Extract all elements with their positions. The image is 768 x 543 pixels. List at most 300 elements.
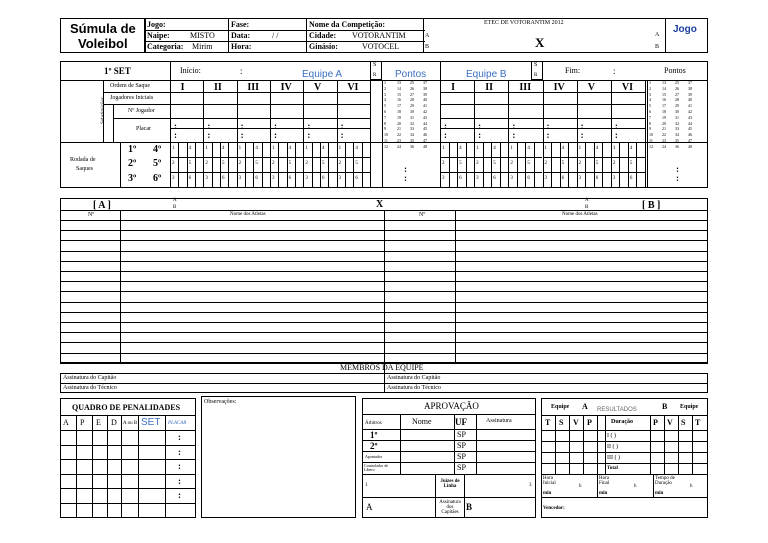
score-b-pt-19[interactable]: 19 (662, 114, 666, 120)
score-b-colon2[interactable]: : (676, 173, 679, 183)
score-b-pt-5[interactable]: 5 (649, 103, 651, 109)
rodada-num-a-2-1-0: 2 (205, 161, 208, 166)
inicio-label: Início: (180, 66, 201, 75)
rodada-num-b-6-1-2: 5 (629, 161, 633, 166)
score-b-pt-44[interactable]: 44 (688, 120, 692, 126)
assin-capitaes: Assinatura dos Capitães (439, 500, 461, 515)
score-b-pt-38[interactable]: 38 (688, 85, 692, 91)
score-b-pt-33[interactable]: 33 (675, 126, 679, 132)
score-a-pt-13[interactable]: 13 (397, 80, 401, 85)
placar-colon2-a-2[interactable]: : (207, 130, 211, 140)
score-a-colon[interactable]: : (404, 164, 407, 174)
score-b-pt-39[interactable]: 39 (688, 91, 692, 97)
rodada-num-a-1-2-0: 3 (172, 176, 175, 181)
rodada-num-b-3-1-2: 5 (527, 161, 530, 166)
rodada-num-a-3-0-2: 4 (255, 146, 258, 151)
score-a-pt-12[interactable]: 12 (384, 143, 388, 149)
penalties-title: QUADRO DE PENALIDADES (72, 403, 181, 412)
score-a-pt-39[interactable]: 39 (423, 91, 427, 97)
score-a-pt-30[interactable]: 30 (410, 109, 414, 114)
placar-colon2-b-1[interactable]: : (444, 130, 447, 140)
rodada-num-b-2-0-0: 1 (476, 146, 479, 151)
rodada-num-a-1-0-0: 1 (172, 146, 175, 151)
placar-colon2-b-4[interactable]: : (546, 130, 550, 140)
score-a-pt-41[interactable]: 41 (423, 103, 427, 109)
placar-colon-a-1[interactable]: : (174, 121, 177, 131)
score-a-pt-3[interactable]: 3 (384, 91, 386, 97)
team-row[interactable] (60, 353, 708, 354)
score-a-pt-5[interactable]: 5 (384, 103, 386, 109)
set-i[interactable]: I ( ) (607, 433, 616, 439)
placar-colon-a-3[interactable]: : (240, 121, 244, 131)
placar-colon-b-2[interactable]: : (478, 121, 482, 131)
pen-placar-colon-1[interactable]: : (178, 432, 181, 442)
rodada-num-b-2-2-2: 6 (493, 176, 496, 181)
rodada-num-b-4-0-0: 1 (544, 146, 547, 151)
res-col-r-3: T (695, 418, 701, 427)
score-a-pt-18[interactable]: 18 (397, 109, 401, 114)
placar-colon2-a-1[interactable]: : (174, 130, 177, 140)
s-right: S (534, 62, 538, 68)
score-b-pt-31[interactable]: 31 (675, 114, 679, 120)
rot-b-6: VI (621, 82, 634, 93)
h-3: h (690, 484, 693, 489)
score-b-pt-21[interactable]: 21 (662, 126, 666, 132)
set-ii[interactable]: II ( ) (607, 444, 618, 450)
score-b-pt-14[interactable]: 14 (662, 85, 666, 91)
score-b-pt-26[interactable]: 26 (675, 85, 679, 91)
pen-placar-colon-2[interactable]: : (178, 446, 181, 457)
team-row[interactable] (60, 322, 708, 323)
score-a-pt-27[interactable]: 27 (410, 91, 414, 97)
score-a-pt-31[interactable]: 31 (410, 114, 414, 120)
score-b-pt-10[interactable]: 10 (649, 132, 653, 138)
rodada-4: 4º (153, 144, 162, 155)
placar-colon2-a-4[interactable]: : (274, 130, 277, 140)
rodada-num-b-4-1-2: 5 (561, 161, 565, 166)
rodada-num-b-4-2-0: 3 (544, 176, 547, 181)
rodada-num-b-3-0-2: 4 (527, 146, 530, 151)
placar-colon-b-5[interactable]: : (580, 121, 584, 131)
min-3: min (655, 491, 664, 496)
arbitro-1: 1º (370, 430, 378, 440)
score-a-pt-46[interactable]: 46 (423, 132, 427, 138)
placar-colon2-b-5[interactable]: : (580, 130, 584, 140)
placar-colon-b-3[interactable]: : (512, 121, 516, 131)
rot-b-3: III (519, 82, 532, 93)
score-a-pt-48[interactable]: 48 (423, 143, 427, 149)
score-a-pt-25[interactable]: 25 (410, 80, 414, 85)
rodada-num-a-3-2-2: 6 (255, 176, 258, 181)
rodada-num-a-4-1-0: 2 (272, 161, 275, 166)
score-b-pt-41[interactable]: 41 (688, 103, 692, 109)
rodada-num-b-2-0-2: 4 (493, 146, 496, 151)
rodada-num-b-3-1-0: 2 (510, 161, 513, 166)
rodada-num-b-1-1-0: 2 (442, 161, 445, 166)
score-b-pt-47[interactable]: 47 (688, 138, 692, 143)
rodada-num-a-5-1-2: 5 (322, 161, 325, 166)
rodada-num-a-5-2-0: 3 (305, 176, 308, 181)
score-b-pt-27[interactable]: 27 (675, 91, 679, 97)
rodada-num-a-3-1-0: 2 (238, 161, 242, 166)
team-row[interactable] (60, 332, 708, 333)
pen-placar-colon-4[interactable]: : (178, 475, 181, 486)
pen-col-aorb: A ou B (123, 421, 138, 426)
score-b-pt-3[interactable]: 3 (649, 91, 651, 97)
equipe-a-label: Equipe A (302, 69, 343, 80)
rodada-6: 6º (153, 173, 162, 184)
competicao-value[interactable]: ETEC DE VOTORANTIM 2012 (484, 20, 564, 26)
score-b-pt-6[interactable]: 6 (649, 109, 651, 114)
rodada-num-b-5-1-2: 5 (595, 161, 599, 166)
score-a-pt-6[interactable]: 6 (384, 109, 386, 114)
tecnico-a[interactable]: Assinatura do Técnico (63, 385, 117, 391)
h-1: h (579, 484, 582, 489)
score-a-pt-45[interactable]: 45 (423, 126, 427, 132)
score-b-pt-46[interactable]: 46 (688, 132, 692, 138)
score-a-pt-2[interactable]: 2 (384, 85, 386, 91)
pen-col-p: P (80, 418, 85, 427)
team-row[interactable] (60, 220, 708, 221)
placar-colon-a-4[interactable]: : (274, 121, 277, 131)
score-a-pt-4[interactable]: 4 (384, 97, 386, 103)
sp-3[interactable]: SP (457, 452, 466, 461)
rodada-num-a-6-0-2: 4 (355, 146, 358, 151)
rodada-3: 3º (128, 173, 137, 184)
score-a-pt-1[interactable]: 1 (384, 80, 386, 85)
res-col-r-1: V (667, 418, 673, 427)
s-left: S (373, 62, 377, 68)
score-a-pt-15[interactable]: 15 (397, 91, 401, 97)
num-label-a: Nº (88, 212, 95, 218)
pen-col-e: E (96, 418, 101, 427)
score-b-pt-35[interactable]: 35 (675, 138, 679, 143)
cap-a: A (366, 502, 373, 512)
arbitros-label: Árbitros (365, 421, 382, 426)
tecnico-b[interactable]: Assinatura do Técnico (387, 385, 441, 391)
score-a-pt-10[interactable]: 10 (384, 132, 388, 138)
team-x: X (376, 199, 384, 210)
score-b-pt-20[interactable]: 20 (662, 120, 666, 126)
pen-col-set: SET (141, 417, 161, 428)
resultados-label: RESULTADOS (597, 407, 637, 413)
rodada-num-b-5-0-2: 4 (595, 146, 599, 151)
team-row[interactable] (60, 302, 708, 303)
placar-colon2-a-5[interactable]: : (307, 130, 311, 140)
inicio-colon[interactable]: : (240, 66, 243, 76)
score-a-pt-47[interactable]: 47 (423, 138, 427, 143)
categoria-value[interactable]: Mirim (192, 42, 213, 51)
placar-colon2-b-6[interactable]: : (614, 130, 618, 140)
juiz-1: 1 (365, 483, 368, 488)
team-row[interactable] (60, 281, 708, 282)
rodada-num-a-2-2-0: 3 (205, 176, 208, 181)
score-b-pt-2[interactable]: 2 (649, 85, 651, 91)
pontos-label: Pontos (395, 69, 427, 80)
rodada-num-a-6-1-2: 5 (355, 161, 358, 166)
cidade-value[interactable]: VOTORANTIM (352, 31, 406, 40)
placar-colon2-b-3[interactable]: : (512, 130, 516, 140)
rot-a-1: I (180, 82, 185, 93)
rodada-num-a-2-1-2: 5 (222, 161, 225, 166)
score-b-pt-12[interactable]: 12 (649, 143, 653, 149)
score-b-pt-17[interactable]: 17 (662, 103, 666, 109)
results-box (541, 398, 708, 518)
ab-top-right: A (585, 198, 589, 203)
rodada-num-a-2-0-0: 1 (205, 146, 208, 151)
res-col-r-2: S (681, 418, 686, 427)
score-a-pt-9[interactable]: 9 (384, 126, 386, 132)
score-b-pt-9[interactable]: 9 (649, 126, 651, 132)
score-b-pt-15[interactable]: 15 (662, 91, 666, 97)
placar-colon-b-4[interactable]: : (546, 121, 550, 131)
pen-placar-colon-5[interactable]: : (178, 490, 181, 501)
rodada-num-b-5-0-0: 1 (578, 146, 582, 151)
team-row[interactable] (60, 271, 708, 272)
rodada-num-b-6-1-0: 2 (612, 161, 616, 166)
score-b-pt-1[interactable]: 1 (649, 80, 651, 85)
score-b-pt-8[interactable]: 8 (649, 120, 651, 126)
team-row[interactable] (60, 261, 708, 262)
score-a-pt-36[interactable]: 36 (410, 143, 414, 149)
sp-2[interactable]: SP (457, 441, 466, 450)
score-b-pt-7[interactable]: 7 (649, 114, 651, 120)
vencedor-label: Vencedor: (543, 506, 565, 511)
score-b-pt-36[interactable]: 36 (675, 143, 679, 149)
jogo-label: Jogo: (147, 20, 166, 29)
rodada-1: 1º (128, 144, 137, 155)
aprovacao-title: APROVAÇÃO (424, 401, 479, 411)
sp-1[interactable]: SP (457, 430, 466, 439)
score-b-pt-16[interactable]: 16 (662, 97, 666, 103)
ab-top-left: A (173, 198, 177, 203)
rodada-num-b-2-1-0: 2 (476, 161, 479, 166)
score-a-pt-35[interactable]: 35 (410, 138, 414, 143)
membros-label: MEMBROS DA EQUIPE (340, 363, 424, 372)
score-a-pt-40[interactable]: 40 (423, 97, 427, 103)
h-2: h (634, 484, 637, 489)
jogadores-iniciais-label: Jogadores Iniciais (110, 95, 154, 101)
rodada-num-a-1-2-2: 6 (188, 176, 192, 181)
score-b-pt-42[interactable]: 42 (688, 109, 692, 114)
rodada-num-a-5-2-2: 6 (322, 176, 325, 181)
score-b-pt-30[interactable]: 30 (675, 109, 679, 114)
team-row[interactable] (60, 251, 708, 252)
placar-colon2-b-2[interactable]: : (478, 130, 482, 140)
min-2: min (599, 491, 608, 496)
score-a-pt-24[interactable]: 24 (397, 143, 401, 149)
duracao-label: Duração (611, 419, 633, 425)
score-a-pt-16[interactable]: 16 (397, 97, 401, 103)
cidade-label: Cidade: (309, 31, 337, 40)
fim-colon[interactable]: : (613, 66, 616, 76)
score-a-pt-8[interactable]: 8 (384, 120, 386, 126)
score-b-pt-24[interactable]: 24 (662, 143, 666, 149)
r-left: R (373, 73, 377, 78)
data-value[interactable]: / / (272, 31, 279, 40)
juizes-label: Juízes de Linha (440, 479, 460, 489)
uf-col: UF (455, 417, 467, 427)
assinatura-col: Assinatura (486, 418, 512, 424)
rodada-num-b-4-0-2: 4 (561, 146, 565, 151)
score-a-pt-7[interactable]: 7 (384, 114, 386, 120)
nome-label-a: Nome dos Atletas (230, 212, 266, 217)
r-right: R (534, 73, 538, 78)
rodada-num-a-1-1-0: 2 (172, 161, 175, 166)
score-b-colon[interactable]: : (676, 164, 679, 174)
team-row[interactable] (60, 342, 708, 343)
pen-col-placar: PLACAR (168, 421, 187, 426)
hora-inicial: Hora Inicial (543, 476, 556, 486)
rodada-num-a-1-1-2: 5 (188, 161, 192, 166)
res-col-l-3: P (587, 418, 592, 427)
rodada-num-a-6-0-0: 1 (338, 146, 342, 151)
data-label: Data: (231, 31, 251, 40)
score-b-pt-25[interactable]: 25 (675, 80, 679, 85)
team-row[interactable] (60, 291, 708, 292)
hora-final: Hora Final (599, 476, 610, 486)
controlador-label: Controlador de Líbero (364, 463, 389, 472)
rodada-num-b-5-2-2: 6 (595, 176, 599, 181)
nome-col: Nome (412, 417, 432, 426)
placar-colon-b-1[interactable]: : (444, 121, 447, 131)
score-a-pt-44[interactable]: 44 (423, 120, 427, 126)
team-b-label: [ B ] (642, 200, 661, 211)
score-a-pt-20[interactable]: 20 (397, 120, 401, 126)
pen-placar-colon-3[interactable]: : (178, 461, 181, 472)
score-b-pt-22[interactable]: 22 (662, 132, 666, 138)
rot-a-2: II (214, 82, 222, 93)
team-a-label: [ A ] (93, 200, 111, 211)
score-b-pt-4[interactable]: 4 (649, 97, 651, 103)
score-a-pt-23[interactable]: 23 (397, 138, 401, 143)
score-a-pt-11[interactable]: 11 (384, 138, 388, 143)
team-row[interactable] (60, 230, 708, 231)
pen-col-a: A (63, 418, 69, 427)
team-row[interactable] (60, 312, 708, 313)
score-a-pt-26[interactable]: 26 (410, 85, 414, 91)
rot-b-5: V (587, 82, 595, 93)
rot-a-5: V (314, 82, 322, 93)
rodada-num-b-1-0-2: 4 (459, 146, 462, 151)
score-a-pt-38[interactable]: 38 (423, 85, 427, 91)
ginasio-value[interactable]: VOTOCEL (362, 42, 400, 51)
res-col-l-1: S (559, 418, 564, 427)
rodada-num-a-3-2-0: 3 (238, 176, 242, 181)
ginasio-label: Ginásio: (309, 42, 338, 51)
score-b-pt-29[interactable]: 29 (675, 103, 679, 109)
set-iii[interactable]: III ( ) (607, 455, 620, 461)
title-line2: Voleibol (78, 36, 128, 51)
score-a-pt-22[interactable]: 22 (397, 132, 401, 138)
res-col-l-2: V (573, 418, 579, 427)
score-b-pt-13[interactable]: 13 (662, 80, 666, 85)
score-a-pt-33[interactable]: 33 (410, 126, 414, 132)
score-b-pt-32[interactable]: 32 (675, 120, 679, 126)
score-a-pt-17[interactable]: 17 (397, 103, 401, 109)
equipe-b-label: Equipe B (466, 69, 507, 80)
score-a-pt-37[interactable]: 37 (423, 80, 427, 85)
sp-4[interactable]: SP (457, 463, 466, 472)
rodada-num-b-1-0-0: 1 (442, 146, 445, 151)
score-b-pt-11[interactable]: 11 (649, 138, 653, 143)
score-b-pt-43[interactable]: 43 (688, 114, 692, 120)
team-row[interactable] (60, 240, 708, 241)
rodada-num-a-2-2-2: 6 (222, 176, 225, 181)
score-a-pt-32[interactable]: 32 (410, 120, 414, 126)
rodada-num-a-4-2-0: 3 (272, 176, 275, 181)
arbitro-2: 2º (370, 441, 378, 451)
score-b-pt-34[interactable]: 34 (675, 132, 679, 138)
score-b-pt-37[interactable]: 37 (688, 80, 692, 85)
ab-bottom-left: B (173, 205, 177, 210)
placar-colon-a-5[interactable]: : (307, 121, 311, 131)
rodada-num-b-5-2-0: 3 (578, 176, 582, 181)
capitao-b[interactable]: Assinatura do Capitão (387, 375, 441, 381)
rodada-num-b-6-0-0: 1 (612, 146, 616, 151)
res-equipe-a: Equipe (551, 404, 570, 410)
score-a-colon2[interactable]: : (404, 173, 407, 183)
side-a-right: A (655, 32, 660, 38)
naipe-value[interactable]: MISTO (190, 31, 215, 40)
score-a-pt-29[interactable]: 29 (410, 103, 414, 109)
score-a-pt-21[interactable]: 21 (397, 126, 401, 132)
res-b: B (662, 402, 668, 411)
placar-colon-a-6[interactable]: : (340, 121, 344, 131)
title-line1: Súmula de (70, 21, 136, 36)
score-b-pt-28[interactable]: 28 (675, 97, 679, 103)
rodada-5: 5º (153, 158, 162, 169)
rodada-num-b-6-2-2: 6 (629, 176, 633, 181)
rodada-num-a-4-1-2: 5 (288, 161, 292, 166)
score-b-pt-45[interactable]: 45 (688, 126, 692, 132)
capitao-a[interactable]: Assinatura do Capitão (63, 375, 117, 381)
placar-colon2-a-6[interactable]: : (340, 130, 344, 140)
score-a-pt-28[interactable]: 28 (410, 97, 414, 103)
rodada-num-a-3-0-0: 1 (238, 146, 242, 151)
rodada-num-a-4-0-2: 4 (288, 146, 292, 151)
observacoes-box[interactable] (201, 396, 356, 518)
score-a-pt-42[interactable]: 42 (423, 109, 427, 114)
rodada-num-a-5-1-0: 2 (305, 161, 308, 166)
substituicoes-label: Substituições (101, 97, 106, 124)
rodada-num-b-1-2-0: 3 (442, 176, 445, 181)
score-a-pt-34[interactable]: 34 (410, 132, 414, 138)
rodada-num-b-2-1-2: 5 (493, 161, 496, 166)
rodada-label-1: Rodada de (70, 157, 96, 163)
score-a-pt-14[interactable]: 14 (397, 85, 401, 91)
score-b-pt-18[interactable]: 18 (662, 109, 666, 114)
score-b-pt-40[interactable]: 40 (688, 97, 692, 103)
rodada-num-a-4-2-2: 6 (288, 176, 292, 181)
score-b-pt-48[interactable]: 48 (688, 143, 692, 149)
placar-colon2-a-3[interactable]: : (240, 130, 244, 140)
ordem-saque-label: Ordem de Saque (110, 83, 150, 89)
rodada-num-a-6-1-0: 2 (338, 161, 342, 166)
rodada-num-b-4-1-0: 2 (544, 161, 547, 166)
score-a-pt-43[interactable]: 43 (423, 114, 427, 120)
categoria-label: Categoria: (147, 42, 184, 51)
rodada-num-a-5-0-0: 1 (305, 146, 308, 151)
placar-colon-b-6[interactable]: : (614, 121, 618, 131)
rodada-num-a-5-0-2: 4 (322, 146, 325, 151)
placar-label: Placar (136, 126, 151, 132)
score-a-pt-19[interactable]: 19 (397, 114, 401, 120)
rodada-num-b-1-1-2: 5 (459, 161, 462, 166)
score-b-pt-23[interactable]: 23 (662, 138, 666, 143)
placar-colon-a-2[interactable]: : (207, 121, 211, 131)
hora-label: Hora: (231, 42, 252, 51)
